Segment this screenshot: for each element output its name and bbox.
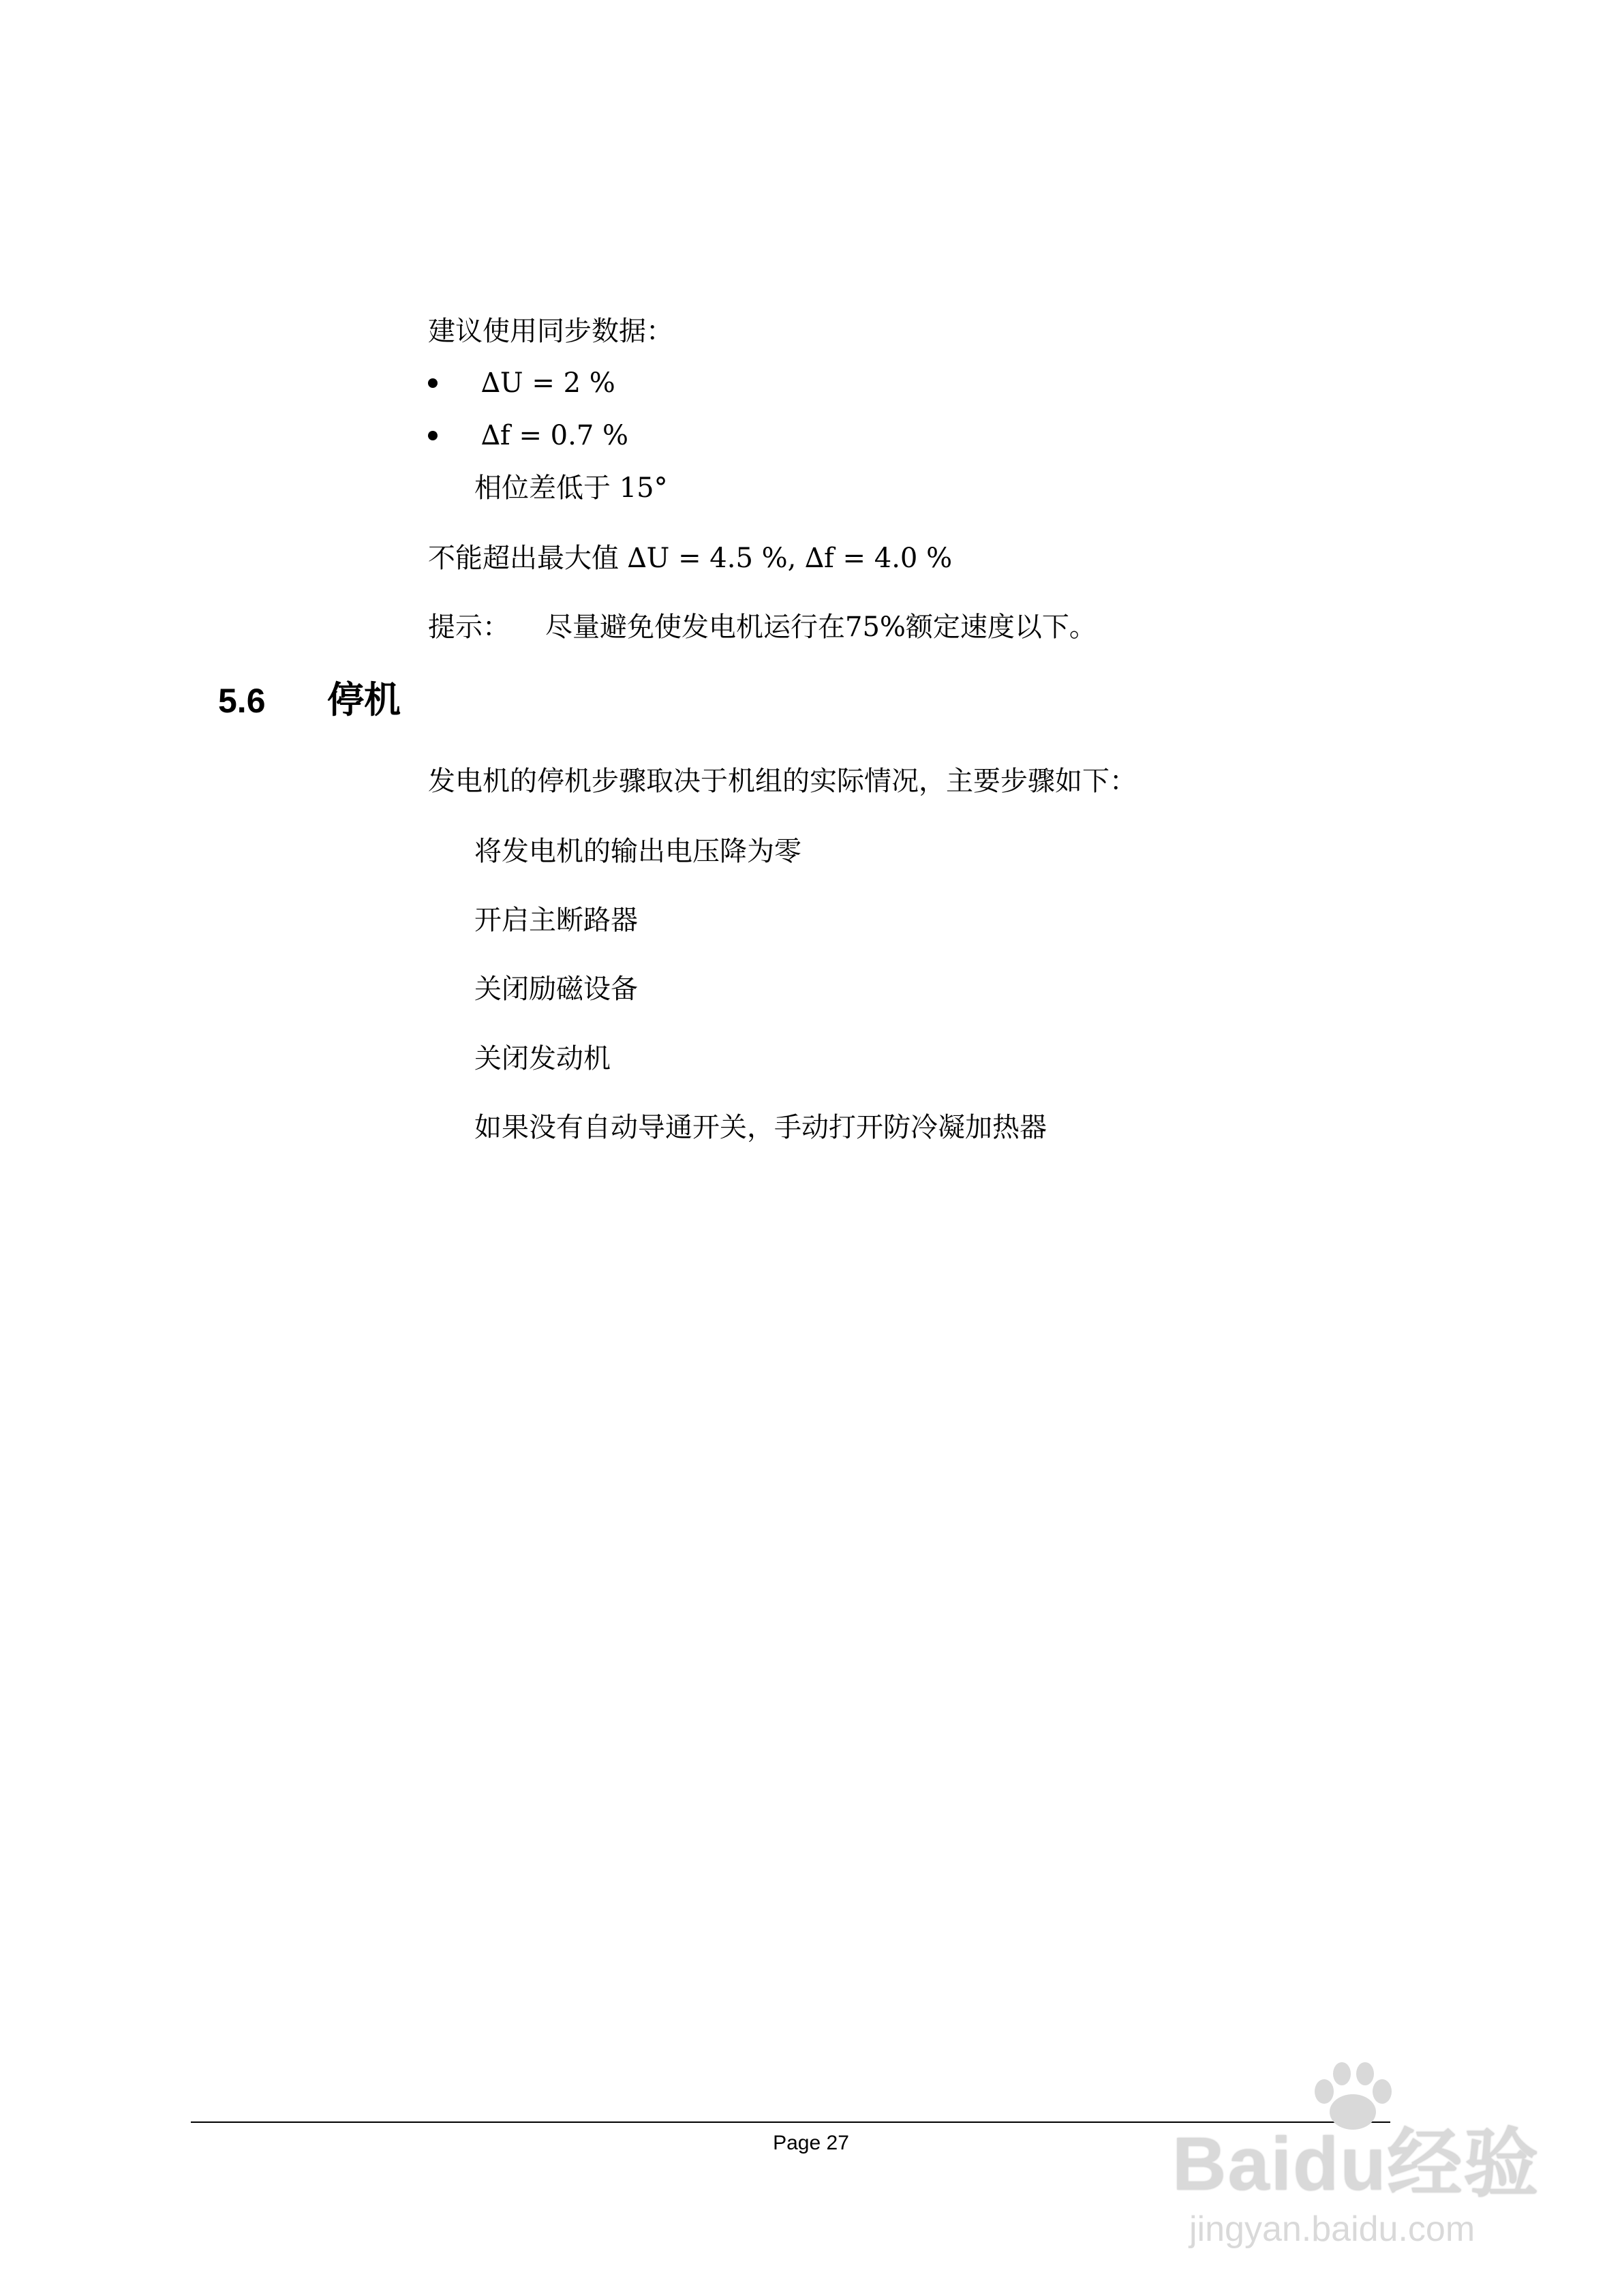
list-item: 如果没有自动导通开关，手动打开防冷凝加热器 bbox=[474, 1112, 1047, 1143]
max-values-note: 不能超出最大值 ∆U = 4.5 %, ∆f = 4.0 % bbox=[428, 543, 953, 574]
baidu-watermark bbox=[1159, 2059, 1540, 2263]
sync-data-intro: 建议使用同步数据： bbox=[428, 316, 673, 347]
bullet-icon bbox=[428, 378, 438, 388]
section-title: 停机 bbox=[327, 678, 401, 721]
bullet-icon bbox=[428, 431, 438, 440]
tip-label: 提示： bbox=[428, 611, 510, 643]
shutdown-intro: 发电机的停机步骤取决于机组的实际情况，主要步骤如下： bbox=[428, 766, 1137, 797]
watermark-url: jingyan.baidu.com bbox=[1189, 2209, 1475, 2249]
page-number: Page 27 bbox=[773, 2132, 849, 2154]
bullet-text: ∆U = 2 % bbox=[481, 367, 615, 399]
watermark-brand: Baidu经验 bbox=[1172, 2122, 1540, 2206]
tip-text: 尽量避免使发电机运行在75%额定速度以下。 bbox=[545, 611, 1097, 643]
list-item: 关闭励磁设备 bbox=[474, 973, 638, 1005]
list-item: 开启主断路器 bbox=[474, 905, 638, 936]
bullet-text: ∆f = 0.7 % bbox=[481, 420, 629, 451]
section-number: 5.6 bbox=[218, 682, 266, 720]
phase-difference-note: 相位差低于 15° bbox=[474, 472, 668, 504]
list-item: 关闭发动机 bbox=[474, 1043, 611, 1074]
list-item: 将发电机的输出电压降为零 bbox=[474, 836, 801, 867]
